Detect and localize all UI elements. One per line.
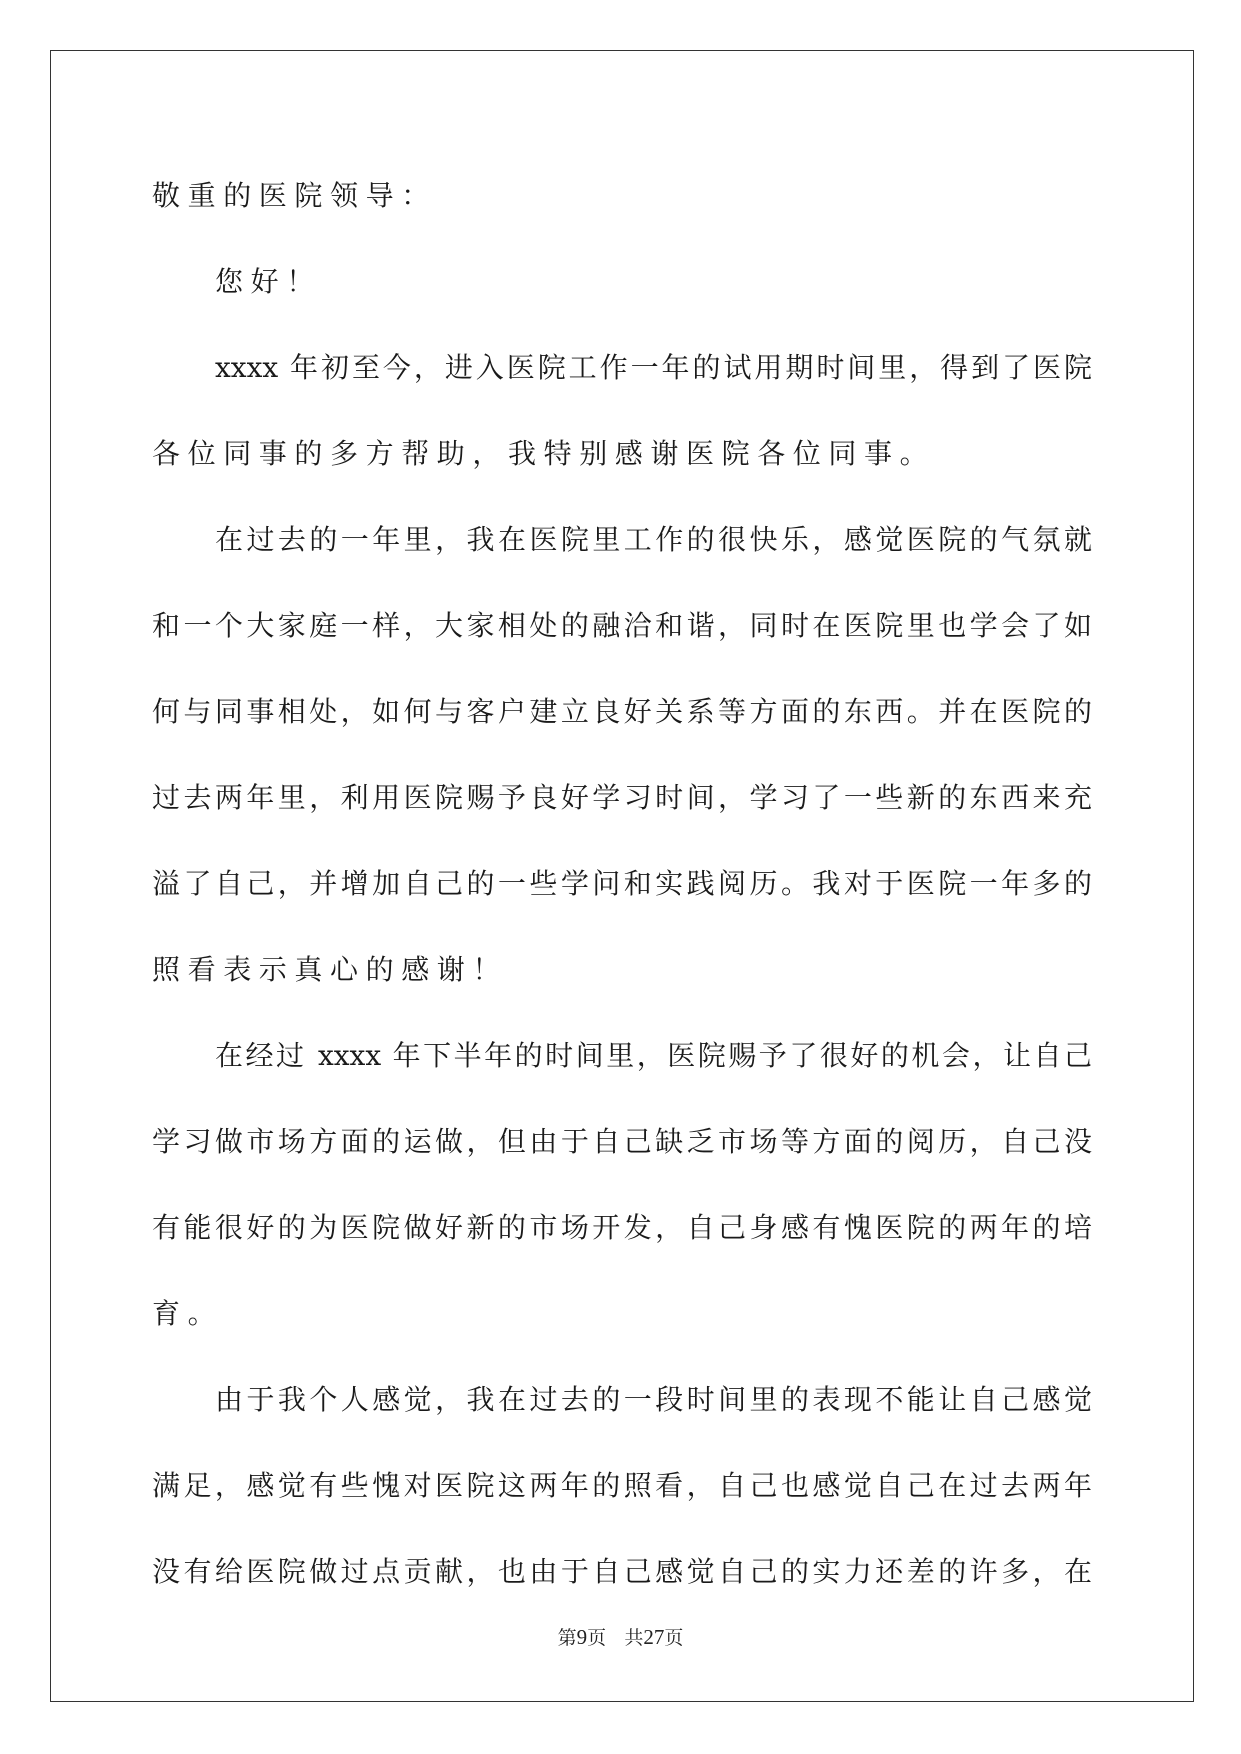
text-line: 照看表示真心的感谢！ bbox=[152, 953, 509, 986]
footer-page-suffix: 页 bbox=[587, 1627, 607, 1649]
text-line: xxxx 年初至今，进入医院工作一年的试用期时间里，得到了医院 bbox=[215, 351, 1092, 384]
footer-total-prefix: 共 bbox=[624, 1627, 644, 1649]
footer-page-number: 9 bbox=[576, 1625, 588, 1649]
text-line: 您好！ bbox=[215, 265, 322, 298]
text-line: 没有给医院做过点贡献，也由于自己感觉自己的实力还差的许多，在 bbox=[152, 1555, 1092, 1588]
footer-prefix: 第 bbox=[557, 1627, 577, 1649]
text-line: 育。 bbox=[152, 1297, 224, 1330]
page-footer bbox=[0, 1623, 1241, 1650]
text-line: 由于我个人感觉，我在过去的一段时间里的表现不能让自己感觉 bbox=[215, 1383, 1092, 1416]
text-line: 在过去的一年里，我在医院里工作的很快乐，感觉医院的气氛就 bbox=[215, 523, 1092, 556]
text-line: 在经过 xxxx 年下半年的时间里，医院赐予了很好的机会，让自己 bbox=[215, 1039, 1092, 1072]
footer-total-suffix: 页 bbox=[664, 1627, 684, 1649]
text-line: 有能很好的为医院做好新的市场开发，自己身感有愧医院的两年的培 bbox=[152, 1211, 1092, 1244]
text-line: 满足，感觉有些愧对医院这两年的照看，自己也感觉自己在过去两年 bbox=[152, 1469, 1092, 1502]
text-line: 何与同事相处，如何与客户建立良好关系等方面的东西。并在医院的 bbox=[152, 695, 1092, 728]
text-line: 敬重的医院领导： bbox=[152, 179, 437, 212]
document-body bbox=[152, 168, 1092, 1630]
text-line: 过去两年里，利用医院赐予良好学习时间，学习了一些新的东西来充 bbox=[152, 781, 1092, 814]
text-line: 溢了自己，并增加自己的一些学问和实践阅历。我对于医院一年多的 bbox=[152, 867, 1092, 900]
footer-total-pages: 27 bbox=[643, 1625, 665, 1649]
text-line: 学习做市场方面的运做，但由于自己缺乏市场等方面的阅历，自己没 bbox=[152, 1125, 1092, 1158]
text-line: 和一个大家庭一样，大家相处的融洽和谐，同时在医院里也学会了如 bbox=[152, 609, 1092, 642]
text-line: 各位同事的多方帮助，我特别感谢医院各位同事。 bbox=[152, 437, 936, 470]
